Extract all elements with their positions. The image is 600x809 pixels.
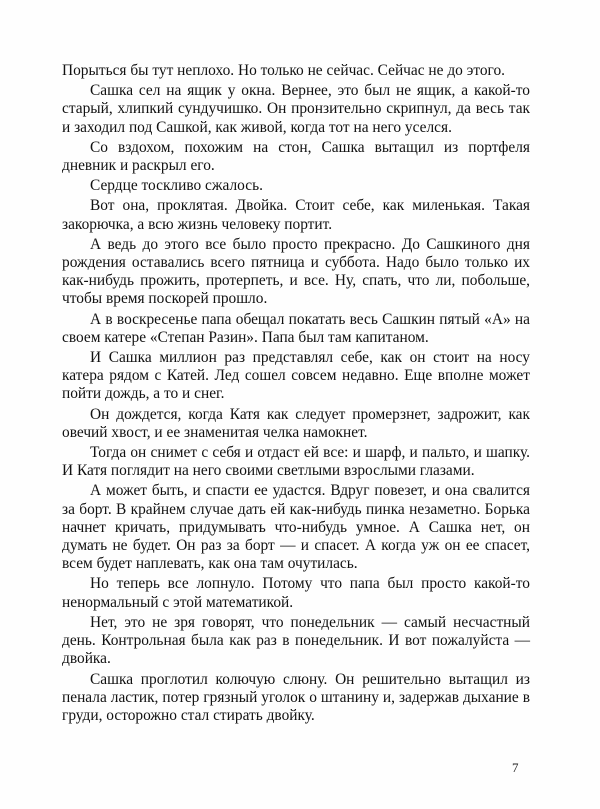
paragraph: И Сашка миллион раз представлял себе, как он стоит на носу катера рядом с Катей. Лед сошел совсем недавно. Еще вполне может пойти дождь, а то и снег. xyxy=(62,349,530,403)
paragraph: Тогда он снимет с себя и отдаст ей все: и шарф, и пальто, и шапку. И Катя поглядит на него своими светлыми взрослыми глазами. xyxy=(62,444,530,480)
paragraph: Вот она, проклятая. Двойка. Стоит себе, как миленькая. Такая закорючка, а всю жизнь человеку портит. xyxy=(62,197,530,233)
body-text xyxy=(62,62,530,727)
page-number: 7 xyxy=(512,760,519,775)
paragraph: Сашка сел на ящик у окна. Вернее, это был не ящик, а какой-то старый, хлипкий сундучишко. Он пронзительно скрипнул, да весь так и заходил под Сашкой, как живой, когда тот на него уселся. xyxy=(62,82,530,136)
paragraph: А в воскресенье папа обещал покатать весь Сашкин пятый «А» на своем катере «Степан Разин». Папа был там капитаном. xyxy=(62,310,530,346)
paragraph: Сашка проглотил колючую слюну. Он решительно вытащил из пенала ластик, потер грязный уголок о штанину и, задержав дыхание в груди, осторожно стал стирать двойку. xyxy=(62,670,530,724)
paragraph: Нет, это не зря говорят, что понедельник — самый несчастный день. Контрольная была как раз в понедельник. И вот пожалуйста — двойка. xyxy=(62,613,530,668)
paragraph: Порыться бы тут неплохо. Но только не сейчас. Сейчас не до этого. xyxy=(62,62,506,79)
paragraph: Со вздохом, похожим на стон, Сашка вытащил из портфеля дневник и раскрыл его. xyxy=(62,138,530,175)
paragraph: Но теперь все лопнуло. Потому что папа был просто какой-то ненормальный с этой математикой. xyxy=(62,575,530,611)
paragraph: Сердце тоскливо сжалось. xyxy=(90,177,263,195)
paragraph: А может быть, и спасти ее удастся. Вдруг повезет, и она свалится за борт. В крайнем случае дать ей как-нибудь пинка незаметно. Борька начнет кричать, придумывать что-нибудь умное. А Сашка нет, он думать не будет. Он раз за борт — и спасет. А когда уж он ее спасет, всем будет наплевать, как она там очутилась. xyxy=(62,482,530,573)
paragraph: Он дождется, когда Катя как следует промерзнет, задрожит, как овечий хвост, и ее знаменитая челка намокнет. xyxy=(62,405,530,441)
paragraph: А ведь до этого все было просто прекрасно. До Сашкиного дня рождения оставались всего пятница и суббота. Надо было только их как-нибудь прожить, протерпеть, и все. Ну, спать, что ли, побольше, чтобы время поскорей прошло. xyxy=(62,235,530,308)
